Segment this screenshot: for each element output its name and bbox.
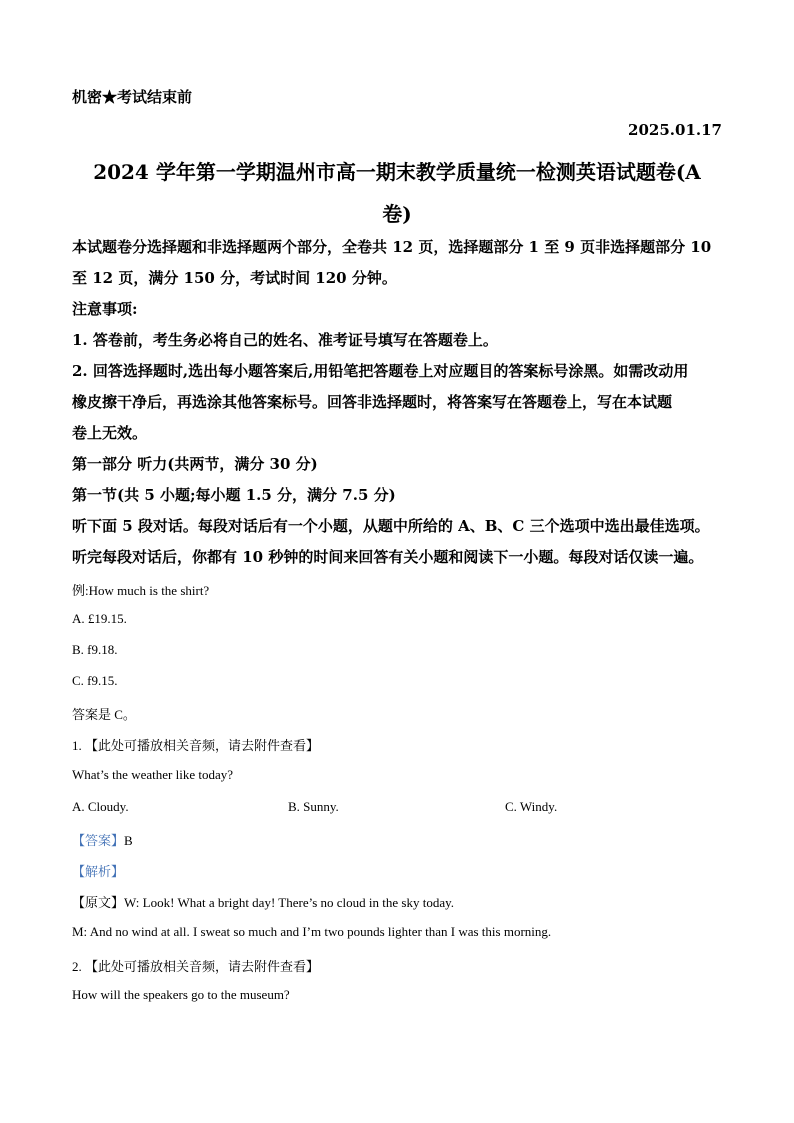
q2-question: How will the speakers go to the museum? bbox=[72, 987, 290, 1002]
notes-heading: 注意事项: bbox=[72, 300, 138, 318]
q1-original-m: M: And no wind at all. I sweat so much and I’m two pounds lighter than I was this morning. bbox=[72, 924, 552, 939]
example-answer: 答案是 C。 bbox=[72, 707, 136, 722]
page-title-line2: 卷) bbox=[382, 202, 412, 226]
notes-item2-line2: 橡皮擦干净后，再选涂其他答案标号。回答非选择题时，将答案写在答题卷上，写在本试题 bbox=[72, 393, 673, 411]
q1-option-a: A. Cloudy. bbox=[72, 799, 129, 814]
exam-date: 2025.01.17 bbox=[628, 121, 722, 139]
notes-item2-line1: 2. 回答选择题时,选出每小题答案后,用铅笔把答题卷上对应题目的答案标号涂黑。如需改动用 bbox=[72, 362, 689, 380]
q1-answer-value: B bbox=[124, 833, 133, 848]
q1-original-w bbox=[72, 892, 722, 911]
example-option-a: A. £19.15. bbox=[72, 611, 127, 626]
confidential-label: 机密★考试结束前 bbox=[72, 88, 193, 106]
section1-heading: 第一节(共 5 小题;每小题 1.5 分，满分 7.5 分) bbox=[72, 486, 396, 504]
part1-heading: 第一部分 听力(共两节，满分 30 分) bbox=[72, 455, 318, 473]
q1-options bbox=[72, 799, 722, 815]
notes-item1: 1. 答卷前，考生务必将自己的姓名、准考证号填写在答题卷上。 bbox=[72, 331, 498, 349]
intro-line1: 本试题卷分选择题和非选择题两个部分，全卷共 12 页，选择题部分 1 至 9 页非选择题部分 10 bbox=[72, 238, 712, 256]
example-option-c: C. f9.15. bbox=[72, 673, 118, 688]
q1-original-tag: 【原文】 bbox=[72, 895, 125, 910]
q1-original-w-text: W: Look! What a bright day! There’s no cloud in the sky today. bbox=[124, 895, 454, 910]
intro-line2: 至 12 页，满分 150 分，考试时间 120 分钟。 bbox=[72, 269, 397, 287]
q1-option-b: B. Sunny. bbox=[288, 799, 339, 814]
q1-analysis-tag: 【解析】 bbox=[72, 864, 125, 879]
q1-answer-tag: 【答案】 bbox=[72, 833, 125, 848]
q1-question: What’s the weather like today? bbox=[72, 767, 233, 782]
instructions-line2: 听完每段对话后，你都有 10 秒钟的时间来回答有关小题和阅读下一小题。每段对话仅读一遍。 bbox=[72, 548, 704, 566]
q1-audio-placeholder: 1. 【此处可播放相关音频，请去附件查看】 bbox=[72, 738, 320, 753]
q1-answer bbox=[72, 830, 722, 849]
example-question: 例:How much is the shirt? bbox=[72, 583, 210, 598]
q1-option-c: C. Windy. bbox=[505, 799, 558, 814]
q2-audio-placeholder: 2. 【此处可播放相关音频，请去附件查看】 bbox=[72, 959, 320, 974]
notes-item2-line3: 卷上无效。 bbox=[72, 424, 148, 442]
instructions-line1: 听下面 5 段对话。每段对话后有一个小题，从题中所给的 A、B、C 三个选项中选出最佳选项。 bbox=[72, 517, 710, 535]
example-option-b: B. f9.18. bbox=[72, 642, 118, 657]
page-title-line1: 2024 学年第一学期温州市高一期末教学质量统一检测英语试题卷(A bbox=[93, 160, 701, 184]
